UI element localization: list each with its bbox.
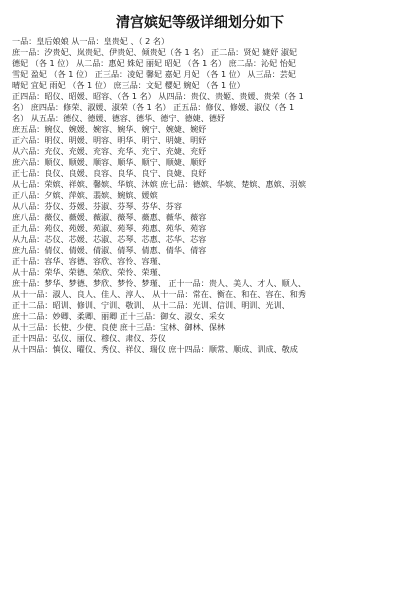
text-line: 从十三品：长使、少使、良使 庶十三品：宝林、御林、保林 bbox=[12, 322, 226, 332]
text-line: 庶九品：倩仪、倩媛、倩淑、倩琴、倩惠、倩华、倩容 bbox=[12, 245, 207, 255]
text-line: 从八品：芬仪、芬媛、芬淑、芬琴、芬华、芬容 bbox=[12, 201, 182, 211]
text-line: 庶一品：汐贵妃、岚贵妃、伊贵妃、倾贵妃（各 1 名） 正二品：贤妃 婕妤 淑妃 bbox=[12, 47, 298, 57]
text-line: 一品：皇后娘娘 从一品：皇贵妃 、（ 2 名） bbox=[12, 36, 170, 46]
text-line: 从十品：荣华、荣德、荣欣、荣怜、荣瑾、 bbox=[12, 267, 166, 277]
text-line: 从十四品：慎仪、曜仪、秀仪、祥仪、瑞仪 庶十四品：顺常、顺成、训成、敬成 bbox=[12, 344, 298, 354]
document-title: 清宫嫔妃等级详细划分如下 bbox=[116, 15, 284, 31]
text-line: 名） 从五品：德仪、德媛、德容、德华、德宁、德婕、德妤 bbox=[12, 113, 226, 123]
text-line: 庶六品：顺仪、顺媛、顺容、顺华、顺宁、顺婕、顺妤 bbox=[12, 157, 207, 167]
text-line: 雪妃 盈妃 （各 1 位） 正三品：凌妃 馨妃 嘉妃 月妃 （各 1 位） 从三品：芸妃 bbox=[12, 69, 296, 79]
text-line: 晴妃 宜妃 雨妃 （各 1 位） 庶三品：文妃 樱妃 婉妃 （各 1 位） bbox=[12, 80, 245, 90]
text-line: 名） 庶四品：修荣、淑媛、淑荣（各 1 名） 正五品：修仪、修媛、淑仪（各 1 bbox=[12, 102, 295, 112]
text-line: 正九品：苑仪、苑媛、苑淑、苑琴、苑惠、苑华、苑容 bbox=[12, 223, 207, 233]
document-body bbox=[12, 36, 388, 355]
text-line: 正十品：容华、容德、容欣、容怜、容瑾、 bbox=[12, 256, 166, 266]
text-line: 庶五品：婉仪、婉媛、婉容、婉华、婉宁、婉婕、婉妤 bbox=[12, 124, 207, 134]
text-line: 庶十品：梦华、梦德、梦欣、梦怜、梦瑾、 正十一品：贵人、美人、才人、顺人、 bbox=[12, 278, 306, 288]
text-line: 正十二品：昭训、修训、宁训、敬训、 从十二品：光训、信训、明训、光训、 bbox=[12, 300, 290, 310]
text-line: 从六品：充仪、充媛、充容、充华、充宁、充婕、充妤 bbox=[12, 146, 207, 156]
text-line: 正六品：明仪、明媛、明容、明华、明宁、明婕、明妤 bbox=[12, 135, 207, 145]
text-line: 从九品：芯仪、芯媛、芯淑、芯琴、芯惠、芯华、芯容 bbox=[12, 234, 207, 244]
text-line: 庶十二品：妙卿、柔卿、丽卿 正十三品：御女、淑女、采女 bbox=[12, 311, 226, 321]
text-line: 庶八品：薇仪、薇媛、薇淑、薇琴、薇惠、薇华、薇容 bbox=[12, 212, 207, 222]
text-line: 正十四品：弘仪、丽仪、穆仪、肃仪、芬仪 bbox=[12, 333, 166, 343]
text-line: 正八品：夕嫔、萍嫔、翡嫔、婉嫔、媛嫔 bbox=[12, 190, 158, 200]
text-line: 正七品：良仪、良媛、良容、良华、良宁、良婕、良妤 bbox=[12, 168, 207, 178]
text-line: 从七品：荣嫔、祥嫔、馨嫔、华嫔、沐嫔 庶七品：德嫔、华嫔、楚嫔、惠嫔、羽嫔 bbox=[12, 179, 306, 189]
text-line: 从十一品：淑人、良人、佳人、淳人、 从十一品：常在、衡在、和在、容在、和秀 bbox=[12, 289, 306, 299]
text-line: 正四品：昭仪、昭媛、昭容、（各 1 名） 从四品：贵仪、贵姬、贵媛、贵荣（各 1 bbox=[12, 91, 304, 101]
text-line: 德妃 （各 1 位） 从二品：惠妃 姝妃 丽妃 昭妃 （各 1 名） 庶二品：沁妃 怡妃 bbox=[12, 58, 296, 68]
